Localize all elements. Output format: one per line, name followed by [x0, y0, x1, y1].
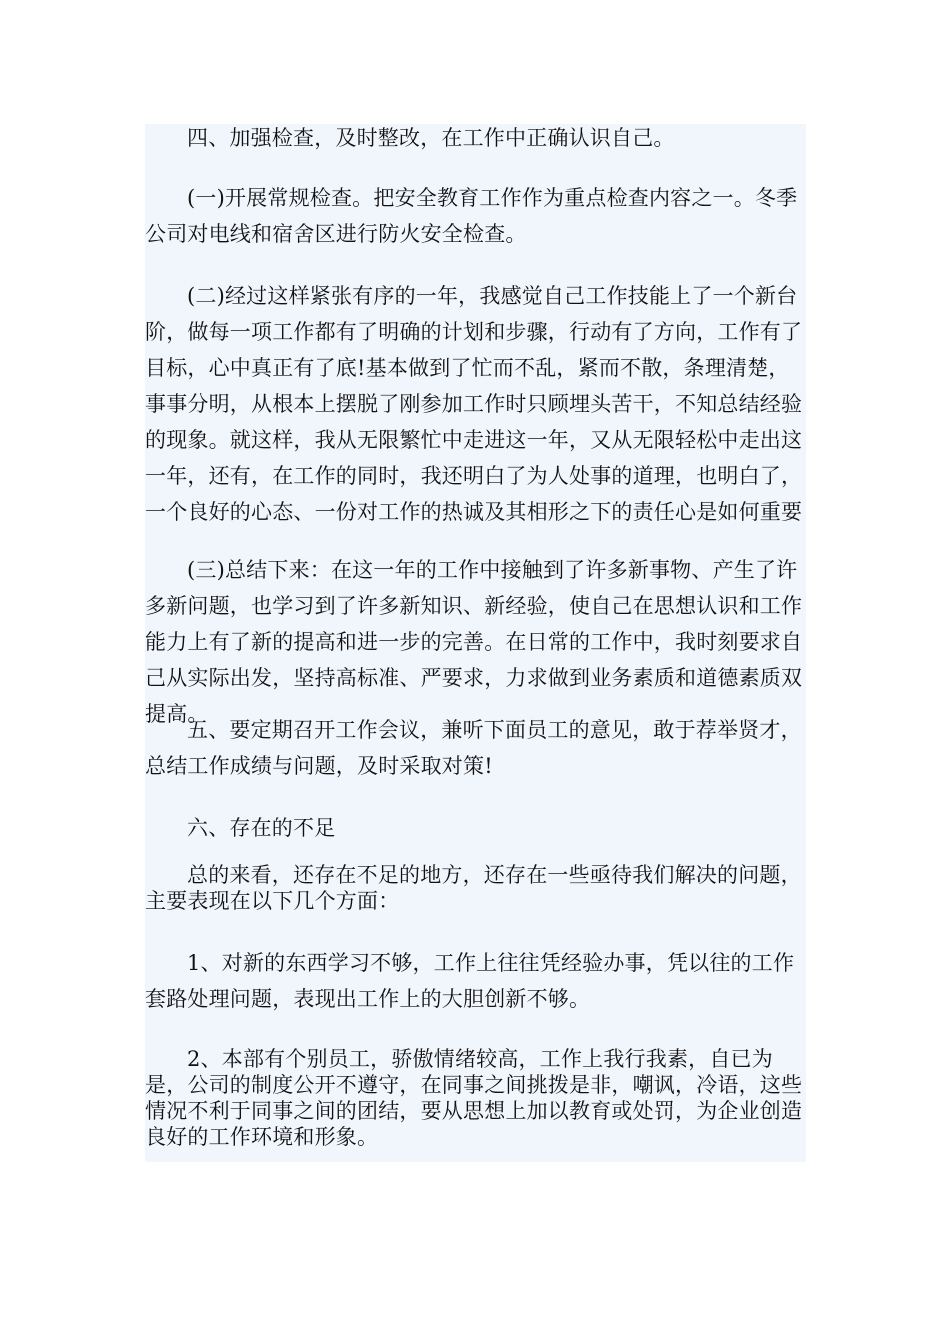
paragraph-section-four: 四、加强检查，及时整改，在工作中正确认识自己。	[187, 126, 675, 150]
paragraph-shortcomings-intro: 总的来看，还存在不足的地方，还存在一些亟待我们解决的问题，主要表现在以下几个方面：	[145, 863, 802, 913]
paragraph-routine-inspection: (一)开展常规检查。把安全教育工作作为重点检查内容之一。冬季公司对电线和宿舍区进行防火安全检查。	[145, 186, 798, 246]
paragraph-section-five: 五、要定期召开工作会议，兼听下面员工的意见，敢于荐举贤才，总结工作成绩与问题，及时采取对策!	[145, 718, 802, 778]
paragraph-shortcoming-one: 1、对新的东西学习不够，工作上往往凭经验办事，凭以往的工作套路处理问题，表现出工作上的大胆创新不够。	[145, 951, 795, 1011]
paragraph-summary: (三)总结下来：在这一年的工作中接触到了许多新事物、产生了许多新问题，也学习到了许多新知识、新经验，使自己在思想认识和工作能力上有了新的提高和进一步的完善。在日常的工作中，我时刻要求自己从实际出发，坚持高标准、严要求，力求做到业务素质和道德素质双提高。	[145, 558, 803, 726]
paragraph-shortcoming-two: 2、本部有个别员工，骄傲情绪较高，工作上我行我素，自已为是，公司的制度公开不遵守，在同事之间挑拨是非，嘲讽，冷语，这些情况不利于同事之间的团结，要从思想上加以教育或处罚，为企业创造良好的工作环境和形象。	[145, 1047, 803, 1149]
paragraph-section-six-heading: 六、存在的不足	[187, 816, 336, 840]
paragraph-year-experience: (二)经过这样紧张有序的一年，我感觉自己工作技能上了一个新台阶，做每一项工作都有了明确的计划和步骤，行动有了方向，工作有了目标，心中真正有了底!基本做到了忙而不乱，紧而不散，条理清楚，事事分明，从根本上摆脱了刚参加工作时只顾埋头苦干，不知总结经验的现象。就这样，我从无限繁忙中走进这一年，又从无限轻松中走出这一年，还有，在工作的同时，我还明白了为人处事的道理，也明白了，一个良好的心态、一份对工作的热诚及其相形之下的责任心是如何重要	[145, 284, 803, 524]
